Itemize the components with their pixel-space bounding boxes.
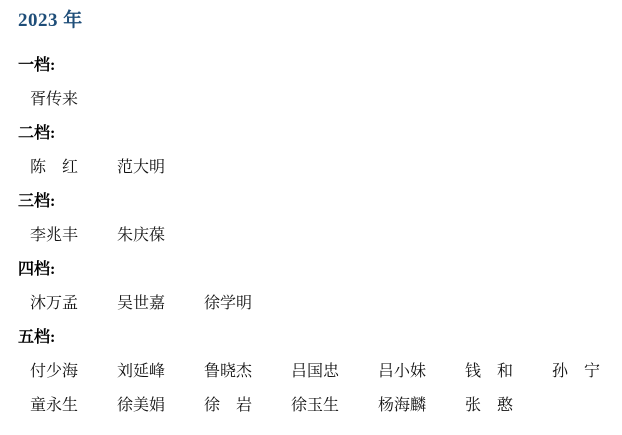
name-row: [30, 295, 614, 312]
person-name: 童永生: [30, 397, 79, 414]
name-row: [30, 227, 614, 244]
person-name: 鲁晓杰: [204, 363, 253, 380]
person-name: 吕小妹: [378, 363, 427, 380]
person-name: 杨海麟: [378, 397, 427, 414]
person-name: 徐学明: [204, 295, 253, 312]
name-row: [30, 363, 614, 380]
person-name: 朱庆葆: [117, 227, 166, 244]
page-title: 2023 年: [18, 10, 83, 31]
person-name: 徐 岩: [204, 397, 253, 414]
person-name: 李兆丰: [30, 227, 79, 244]
person-name: 付少海: [30, 363, 79, 380]
tier-label: 五档:: [18, 329, 56, 346]
name-row: [30, 91, 614, 108]
tier-section: [18, 193, 614, 244]
person-name: 吕国忠: [291, 363, 340, 380]
tier-label: 二档:: [18, 125, 56, 142]
name-row: [30, 159, 614, 176]
person-name: 钱 和: [465, 363, 514, 380]
tier-section: [18, 57, 614, 108]
tier-label: 三档:: [18, 193, 56, 210]
tier-label: 一档:: [18, 57, 56, 74]
name-row: [30, 397, 614, 414]
tier-label: 四档:: [18, 261, 56, 278]
person-name: 孙 宁: [552, 363, 601, 380]
tier-section: [18, 125, 614, 176]
person-name: 范大明: [117, 159, 166, 176]
person-name: 徐玉生: [291, 397, 340, 414]
person-name: 胥传来: [30, 91, 79, 108]
person-name: 吴世嘉: [117, 295, 166, 312]
person-name: 张 憨: [465, 397, 514, 414]
tier-section: [18, 261, 614, 312]
tier-list: [18, 57, 614, 414]
tier-section: [18, 329, 614, 414]
person-name: 刘延峰: [117, 363, 166, 380]
person-name: 徐美娟: [117, 397, 166, 414]
person-name: 沐万孟: [30, 295, 79, 312]
person-name: 陈 红: [30, 159, 79, 176]
